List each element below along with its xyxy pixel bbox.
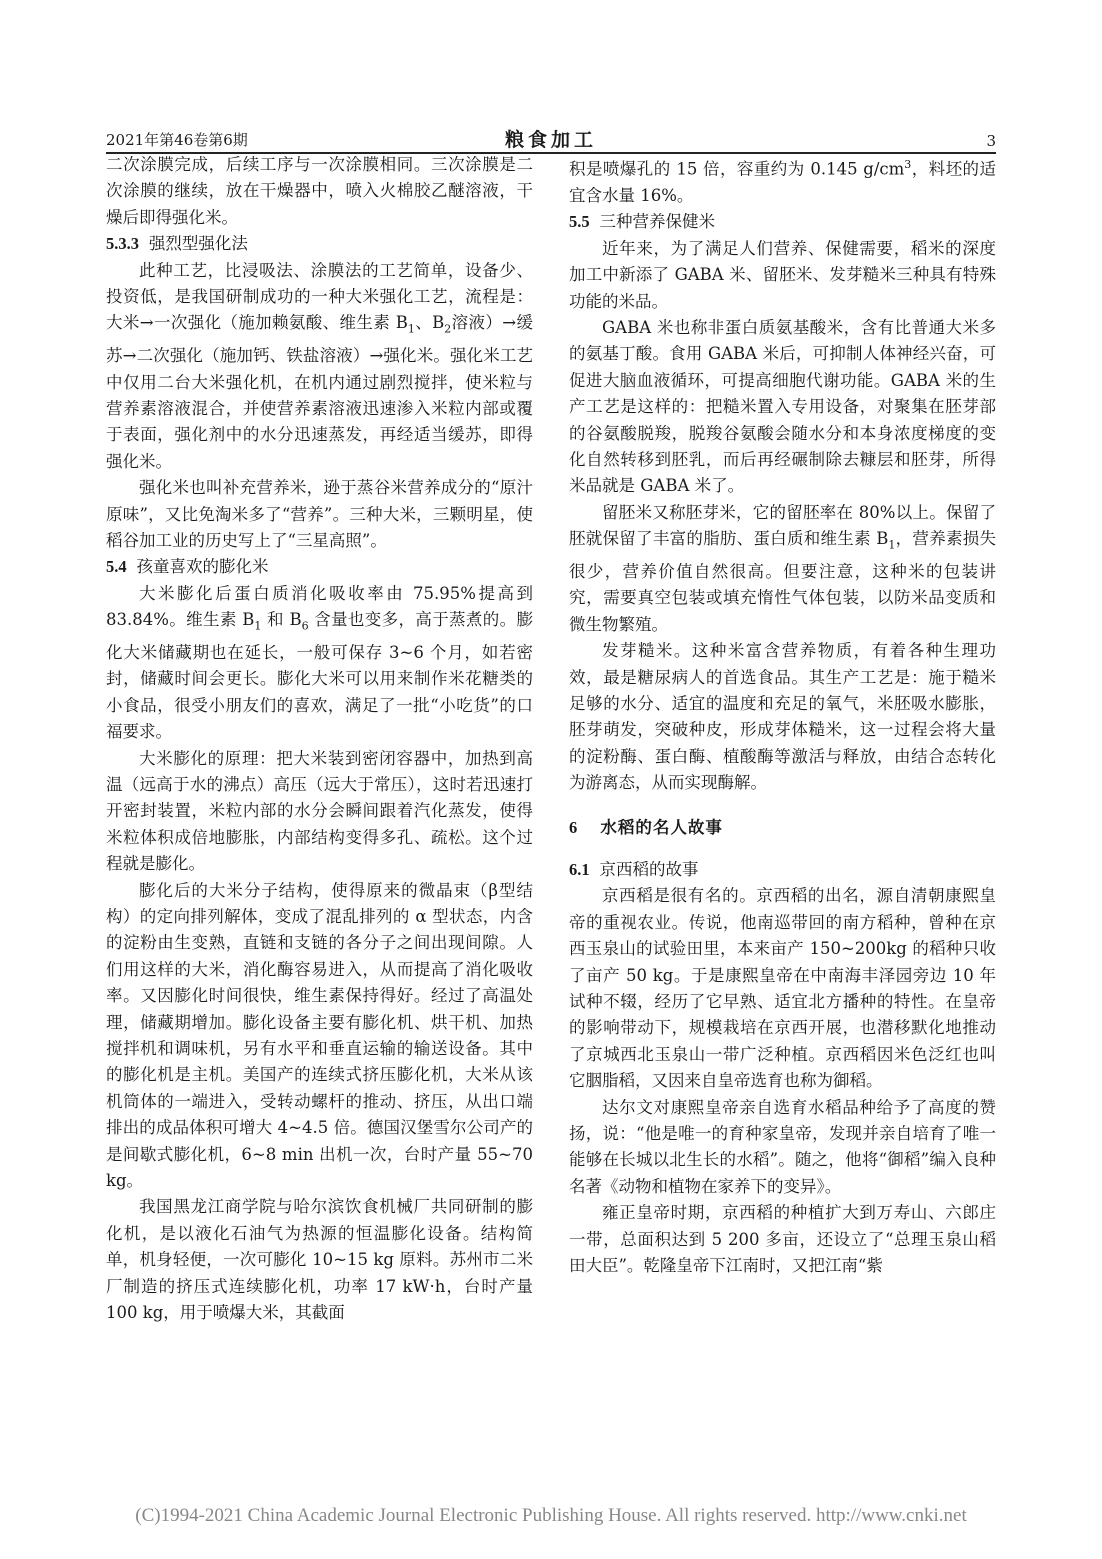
paragraph: 京西稻是很有名的。京西稻的出名，源自清朝康熙皇帝的重视农业。传说，他南巡带回的南方稻种，曾种在京西玉泉山的试验田里，本来亩产 150~200kg 的稻种只收了亩产 50 kg。于是康熙皇帝在中南海丰泽园旁边 10 年试种不辍，经历了它早熟、适宜北方播种的特性。在皇帝的影响带动下，规模栽培在京西开展，也潜移默化地推动了京城西北玉泉山一带广泛种植。京西稻因米色泛红也叫它胭脂稻，又因来自皇帝选育也称为御稻。 (569, 886, 996, 1091)
text-run: ，营养素损失很少，营养价值自然很高。但要注意，这种米的包装讲究，需要真空包装或填充惰性气体包装，以防米品变质和微生物繁殖。 (569, 529, 996, 634)
text-run: 和 B (261, 610, 302, 630)
section-title: 京西稻的故事 (599, 859, 699, 879)
section-title: 水稻的名人故事 (600, 817, 723, 837)
issue-info: 2021年第46卷第6期 (106, 131, 248, 149)
text-run: 溶液）→缓苏→二次强化（施加钙、铁盐溶液）→强化米。强化米工艺中仅用二台大米强化机，在机内通过剧烈搅拌，使米粒与营养素溶液混合，并使营养素溶液迅速渗入米粒内部或覆于表面，强化剂中的水分迅速蒸发，再经适当缓苏，即得强化米。 (106, 313, 533, 471)
paragraph (106, 258, 533, 476)
paragraph: 大米膨化的原理：把大米装到密闭容器中，加热到高温（远高于水的沸点）高压（远大于常压），这时若迅速打开密封装置，米粒内部的水分会瞬间跟着汽化蒸发，使得米粒体积成倍地膨胀，内部结构变得多孔、疏松。这个过程就是膨化。 (106, 748, 533, 874)
subscript: 2 (444, 322, 452, 336)
subscript: 1 (407, 322, 415, 336)
paragraph: 强化米也叫补充营养米，逊于蒸谷米营养成分的“原汁原味”，又比免淘米多了“营养”。三种大米，三颗明星，使稻谷加工业的历史写上了“三星高照”。 (106, 478, 533, 550)
text-run: 此种工艺，比浸吸法、涂膜法的工艺简单，设备少、投资低，是我国研制成功的一种大米强化工艺，流程是：大米→一次强化（施加赖氨酸、维生素 B (106, 260, 533, 333)
paragraph (569, 152, 996, 209)
section-heading-5-5 (569, 209, 996, 235)
text-run: 积是喷爆孔的 15 倍，容重约为 0.145 g/cm (569, 159, 905, 179)
section-heading-5-3-3 (106, 231, 533, 257)
paragraph: 雍正皇帝时期，京西稻的种植扩大到万寿山、六郎庄一带，总面积达到 5 200 多亩，还设立了“总理玉泉山稻田大臣”。乾隆皇帝下江南时，又把江南“紫 (569, 1203, 996, 1276)
paragraph (106, 581, 533, 746)
section-title: 强烈型强化法 (148, 234, 248, 254)
left-column (106, 152, 533, 1326)
subscript: 1 (888, 538, 896, 552)
right-column (569, 152, 996, 1279)
section-number: 5.4 (106, 557, 127, 577)
section-number: 6 (569, 817, 578, 837)
paragraph: 二次涂膜完成，后续工序与一次涂膜相同。三次涂膜是二次涂膜的继续，放在干燥器中，喷入火棉胶乙醚溶液，干燥后即得强化米。 (106, 155, 533, 227)
paragraph: 达尔文对康熙皇帝亲自选育水稻品种给予了高度的赞扬，说：“他是唯一的育种家皇帝，发现并亲自培育了唯一能够在长城以北生长的水稻”。随之，他将“御稻”编入良种名著《动物和植物在家养下的变异》。 (569, 1097, 996, 1196)
paragraph (569, 500, 996, 638)
paragraph: 近年来，为了满足人们营养、保健需要，稻米的深度加工中新添了 GABA 米、留胚米、发芽糙米三种具有特殊功能的米品。 (569, 238, 996, 311)
text-run: ，料坯的适宜含水量 16%。 (569, 159, 996, 205)
section-title: 三种营养保健米 (599, 212, 716, 232)
section-title: 孩童喜欢的膨化米 (136, 557, 269, 577)
section-heading-6-1 (569, 857, 996, 883)
paragraph: 发芽糙米。这种米富含营养物质，有着各种生理功效，最是糖尿病人的首选食品。其生产工艺是：施于糙米足够的水分、适宜的温度和充足的氧气，米胚吸水膨胀，胚芽萌发，突破种皮，形成芽体糙米，这一过程会将大量的淀粉酶、蛋白酶、植酸酶等激活与释放，由结合态转化为游离态，从而实现酶解。 (569, 641, 996, 793)
section-number: 5.3.3 (106, 234, 139, 254)
section-number: 5.5 (569, 212, 590, 232)
superscript: 3 (904, 158, 912, 171)
section-number: 6.1 (569, 859, 590, 879)
text-run: 、B (414, 313, 445, 333)
subscript: 1 (254, 619, 262, 633)
paragraph: 膨化后的大米分子结构，使得原来的微晶束（β型结构）的定向排列解体，变成了混乱排列的 α 型状态，内含的淀粉由生变熟，直链和支链的各分子之间出现间隙。人们用这样的大米，消化酶容易进入，从而提高了消化吸收率。又因膨化时间很快，维生素保持得好。经过了高温处理，储藏期增加。膨化设备主要有膨化机、烘干机、加热搅拌机和调味机，另有水平和垂直运输的输送设备。其中的膨化机是主机。美国产的连续式挤压膨化机，大米从该机筒体的一端进入，受转动螺杆的推动、挤压，从出口端排出的成品体积可增大 4~4.5 倍。德国汉堡雪尔公司产的是间歇式膨化机，6~8 min 出机一次，台时产量 55~70 kg。 (106, 880, 533, 1191)
text-run: 留胚米又称胚芽米，它的留胚率在 80%以上。保留了胚就保留了丰富的脂肪、蛋白质和维生素 B (569, 502, 996, 549)
page-number: 3 (986, 132, 996, 150)
text-run: 含量也变多，高于蒸煮的。膨化大米储藏期也在延长，一般可保存 3~6 个月，如若密封，储藏时间会更长。膨化大米可以用来制作米花糖类的小食品，很受小朋友们的喜欢，满足了一批“小吃货”的口福要求。 (106, 610, 533, 742)
copyright-footer: (C)1994-2021 China Academic Journal Electronic Publishing House. All rights reserved. http://www.cnki.net (135, 1505, 967, 1526)
section-heading-5-4 (106, 554, 533, 580)
journal-title: 粮食加工 (504, 129, 597, 151)
text-run: 大米膨化后蛋白质消化吸收率由 75.95%提高到 83.84%。维生素 B (106, 583, 533, 630)
paragraph: 我国黑龙江商学院与哈尔滨饮食机械厂共同研制的膨化机，是以液化石油气为热源的恒温膨化设备。结构简单，机身轻便，一次可膨化 10~15 kg 原料。苏州市二米厂制造的挤压式连续膨化机，功率 17 kW·h，台时产量 100 kg，用于喷爆大米，其截面 (106, 1197, 533, 1323)
paragraph: GABA 米也称非蛋白质氨基酸米，含有比普通大米多的氨基丁酸。食用 GABA 米后，可抑制人体神经兴奋，可促进大脑血液循环，可提高细胞代谢功能。GABA 米的生产工艺是这样的：把糙米置入专用设备，对聚集在胚芽部的谷氨酸脱羧，脱羧谷氨酸会随水分和本身浓度梯度的变化自然转移到胚乳，而后再经碾制除去糠层和胚芽，所得米品就是 GABA 米了。 (569, 317, 996, 496)
running-header (106, 126, 996, 152)
subscript: 6 (301, 619, 309, 633)
section-heading-6 (569, 815, 996, 841)
